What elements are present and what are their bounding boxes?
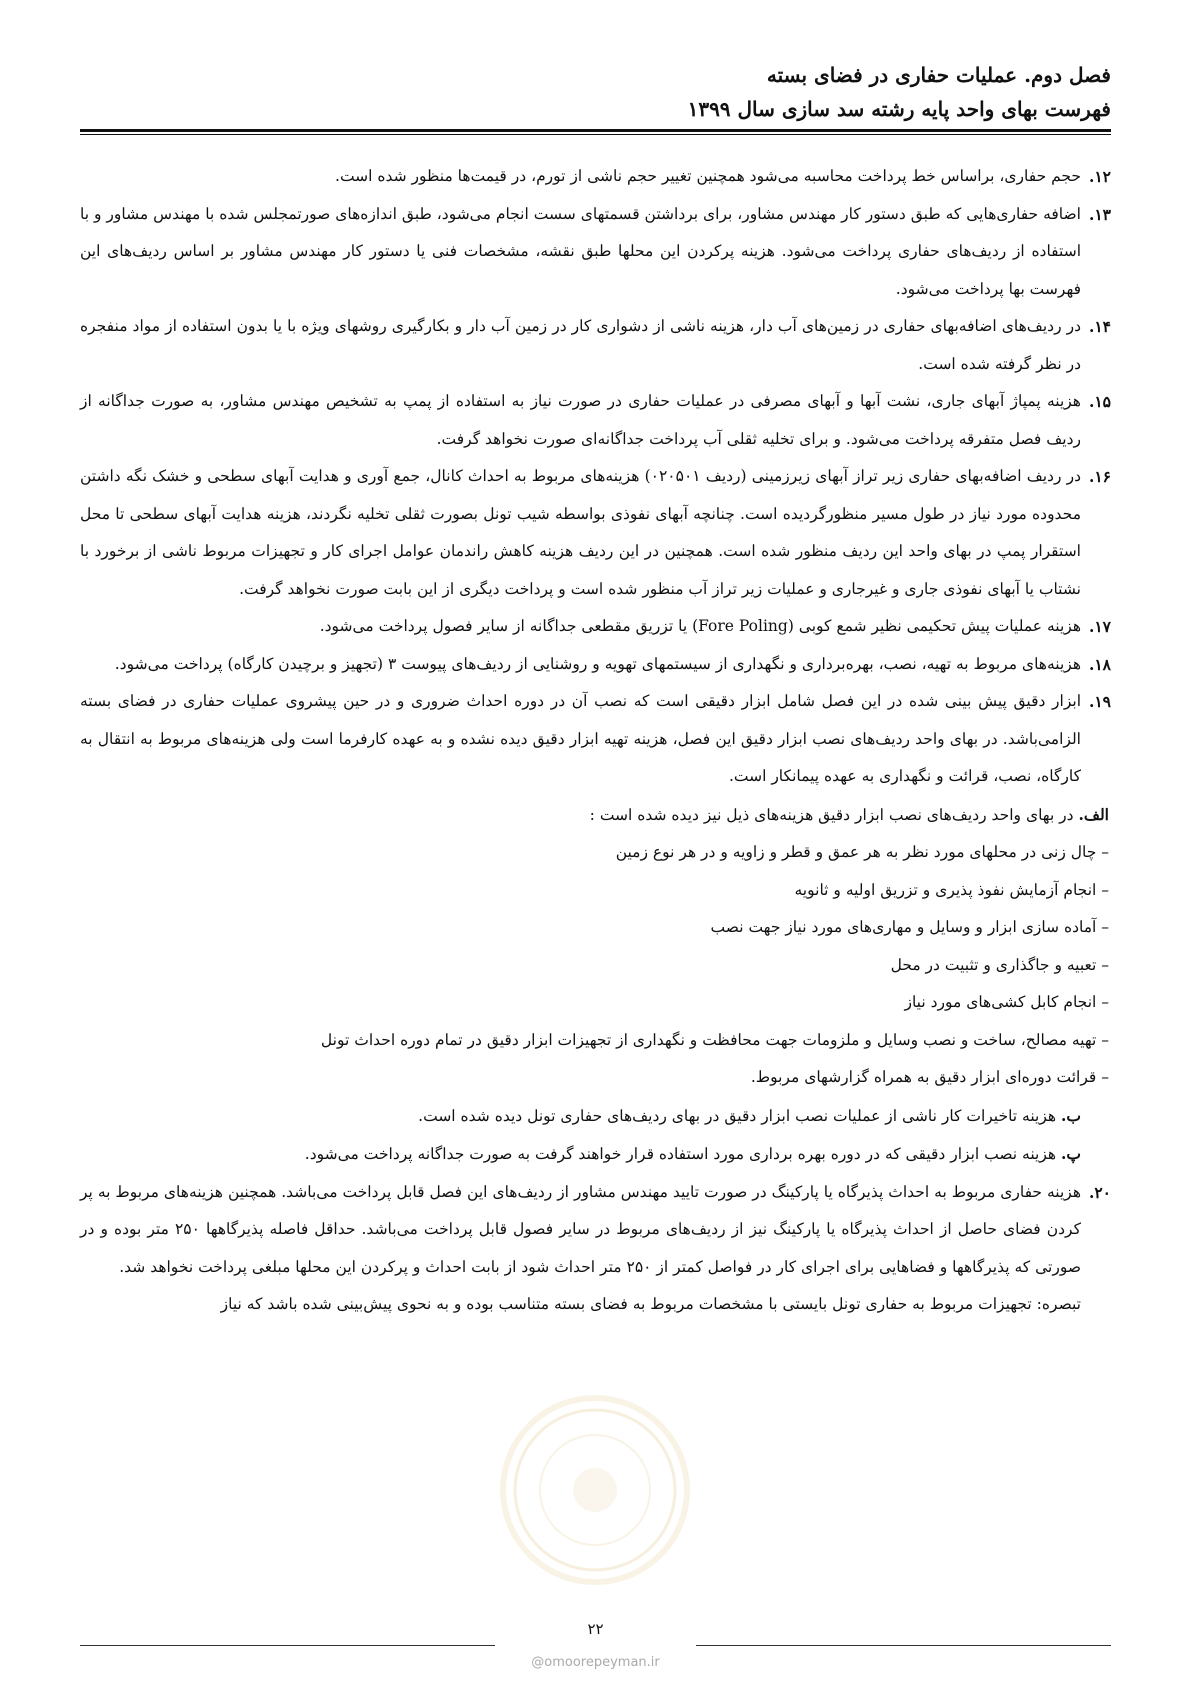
subclause-label: پ. [1061, 1144, 1081, 1163]
clause-number: ۲۰. [1088, 1182, 1111, 1202]
clause-text: هزینه‌های مربوط به تهیه، نصب، بهره‌برداری و نگهداری از سیستمهای تهویه و روشنایی از ردیف‌های پیوست ۳ (تجهیز و برچیدن کارگاه) پرداخت می‌شود. [114, 654, 1081, 673]
clause-19 [80, 683, 1111, 796]
note-paragraph: تبصره: تجهیزات مربوط به حفاری تونل بایستی با مشخصات مربوط به فضای بسته متناسب بوده و به نحوی پیش‌بینی شده باشد که نیاز [220, 1295, 1081, 1313]
subclause-label: ب. [1061, 1105, 1081, 1125]
clause-number: ۱۴. [1088, 317, 1111, 336]
subclause-text: هزینه تاخیرات کار ناشی از عملیات نصب ابزار دقیق در بهای ردیف‌های حفاری تونل دیده شده است. [418, 1106, 1057, 1125]
clause-text: اضافه حفاری‌هایی که طبق دستور کار مهندس مشاور، برای برداشتن قسمتهای سست انجام می‌شود، طبق اندازه‌های صورتمجلس شده با مهندس مشاور و با استفاده از ردیف‌های حفاری پرداخت می‌شود. هزینه پرکردن این محلها طبق نقشه، مشخصات فنی یا دستور کار مهندس مشاور بر اساس ردیف‌های این فهرست بها پرداخت می‌شود. [80, 204, 1081, 298]
clause-text: در ردیف‌های اضافه‌بهای حفاری در زمین‌های آب دار، هزینه ناشی از دشواری کار در زمین آب دار و بکارگیری روشهای ویژه با یا بدون استفاده از مواد منفجره در نظر گرفته شده است. [80, 317, 1081, 373]
subclause-be [80, 1097, 1111, 1136]
clause-18 [80, 646, 1111, 684]
subclause-pe [80, 1135, 1111, 1174]
body-content [80, 158, 1111, 1324]
clause-text: ابزار دقیق پیش بینی شده در این فصل شامل ابزار دقیقی است که نصب آن در دوره احداث ضروری و در حین پیشروی عملیات حفاری در فضای بسته الزامی‌باشد. در بهای واحد ردیف‌های نصب ابزار دقیق این فصل، هزینه تهیه ابزار دقیق دیده نشده و به عهده کارفرما است ولی هزینه‌های مربوط به انتقال به کارگاه، نصب، قرائت و نگهداری به عهده پیمانکار است. [80, 692, 1081, 785]
list-item: – قرائت دوره‌ای ابزار دقیق به همراه گزارشهای مربوط. [750, 1068, 1109, 1086]
clause-number: ۱۷. [1088, 617, 1111, 636]
clause-text: هزینه پمپاژ آبهای جاری، نشت آبها و آبهای مصرفی در عملیات حفاری در صورت نیاز به استفاده از پمپ به تشخیص مهندس مشاور، به صورت جداگانه از ردیف فصل متفرقه پرداخت می‌شود. و برای تخلیه ثقلی آب پرداخت جداگانه‌ای صورت نخواهد گرفت. [80, 392, 1081, 448]
clause-text: در ردیف اضافه‌بهای حفاری زیر تراز آبهای زیرزمینی (ردیف ۰۲۰۵۰۱) هزینه‌های مربوط به احداث کانال، جمع آوری و هدایت آبهای سطحی و خشک نگه داشتن محدوده مورد نیاز در طول مسیر منظورگردیده است. چنانچه آبهای نفوذی بواسطه شیب تونل بصورت ثقلی تخلیه نگردند، هزینه هدایت آبهای سطحی تا محل استقرار پمپ در بهای واحد این ردیف منظور شده است. همچنین در این ردیف هزینه کاهش راندمان عوامل اجرای کار و تجهیزات مربوط ناشی از برخورد با نشتاب یا آبهای نفوذی جاری و غیرجاری و عملیات زیر تراز آب منظور شده است و پرداخت دیگری از این بابت صورت نخواهد گرفت. [80, 467, 1081, 598]
chapter-title: فصل دوم. عملیات حفاری در فضای بسته [766, 63, 1111, 87]
list-item: – چال زنی در محلهای مورد نظر به هر عمق و قطر و زاویه و در هر نوع زمین [615, 843, 1109, 861]
list-item: – تهیه مصالح، ساخت و نصب وسایل و ملزومات جهت محافظت و نگهداری از تجهیزات ابزار دقیق در تمام دوره احداث تونل [320, 1030, 1109, 1049]
clause-number: ۱۵. [1088, 392, 1111, 411]
clause-number: ۱۲. [1088, 167, 1111, 186]
clause-number: ۱۳. [1088, 204, 1111, 224]
clause-15 [80, 383, 1111, 458]
list-item: – انجام کابل کشی‌های مورد نیاز [904, 993, 1109, 1011]
header-rule-thin [80, 134, 1111, 135]
subclause-text: هزینه نصب ابزار دقیقی که در دوره بهره برداری مورد استفاده قرار خواهند گرفت به صورت جداگانه پرداخت می‌شود. [304, 1145, 1057, 1163]
clause-number: ۱۸. [1088, 654, 1111, 674]
price-list-title: فهرست بهای واحد پایه رشته سد سازی سال ۱۳۹۹ [687, 97, 1111, 121]
page-number: ۲۲ [587, 1620, 604, 1638]
footer-rule-left [80, 1645, 495, 1646]
clause-number: ۱۹. [1088, 692, 1111, 711]
clause-16 [80, 458, 1111, 608]
clause-text: حجم حفاری، براساس خط پرداخت محاسبه می‌شود همچنین تغییر حجم ناشی از تورم، در قیمت‌ها منظور شده است. [335, 167, 1081, 185]
watermark-seal-logo [500, 1395, 690, 1585]
clause-20 [80, 1174, 1111, 1287]
list-item: – آماده سازی ابزار و وسایل و مهاری‌های مورد نیاز جهت نصب [710, 918, 1109, 936]
clause-14 [80, 308, 1111, 383]
watermark-text: @omoorepeyman.ir [531, 1655, 660, 1670]
cost-bullet-list [80, 834, 1111, 1097]
clause-text: هزینه عملیات پیش تحکیمی نظیر شمع کوبی (Fore Poling) یا تزریق مقطعی جداگانه از سایر فصول پرداخت می‌شود. [319, 617, 1081, 635]
page-header [81, 58, 1111, 126]
clause-13 [80, 196, 1111, 309]
subclause-label: الف. [1078, 804, 1109, 824]
subclause-text: در بهای واحد ردیف‌های نصب ابزار دقیق هزینه‌های ذیل نیز دیده شده است : [589, 805, 1074, 824]
clause-text: هزینه حفاری مربوط به احداث پذیرگاه یا پارکینگ در صورت تایید مهندس مشاور از ردیف‌های این فصل قابل پرداخت می‌باشد. همچنین هزینه‌های مربوط به پر کردن فضای حاصل از احداث پذیرگاه یا پارکینگ نیز از ردیف‌های مربوط در سایر فصول قابل پرداخت می‌باشد. حداقل فاصله پذیرگاهها ۲۵۰ متر بوده و در صورتی که پذیرگاهها و فضاهایی برای اجرای کار در فواصل کمتر از ۲۵۰ متر احداث شود از بابت احداث و پرکردن این محلها مبلغی پرداخت نخواهد شد. [80, 1182, 1081, 1276]
clause-12 [80, 158, 1111, 196]
subclause-alef [80, 796, 1111, 835]
header-rule-thick [80, 129, 1111, 132]
clause-17 [80, 608, 1111, 646]
list-item: – انجام آزمایش نفوذ پذیری و تزریق اولیه و ثانویه [794, 880, 1109, 899]
footer-rule-right [696, 1645, 1111, 1646]
clause-number: ۱۶. [1088, 467, 1111, 486]
list-item: – تعبیه و جاگذاری و تثبیت در محل [890, 955, 1109, 974]
